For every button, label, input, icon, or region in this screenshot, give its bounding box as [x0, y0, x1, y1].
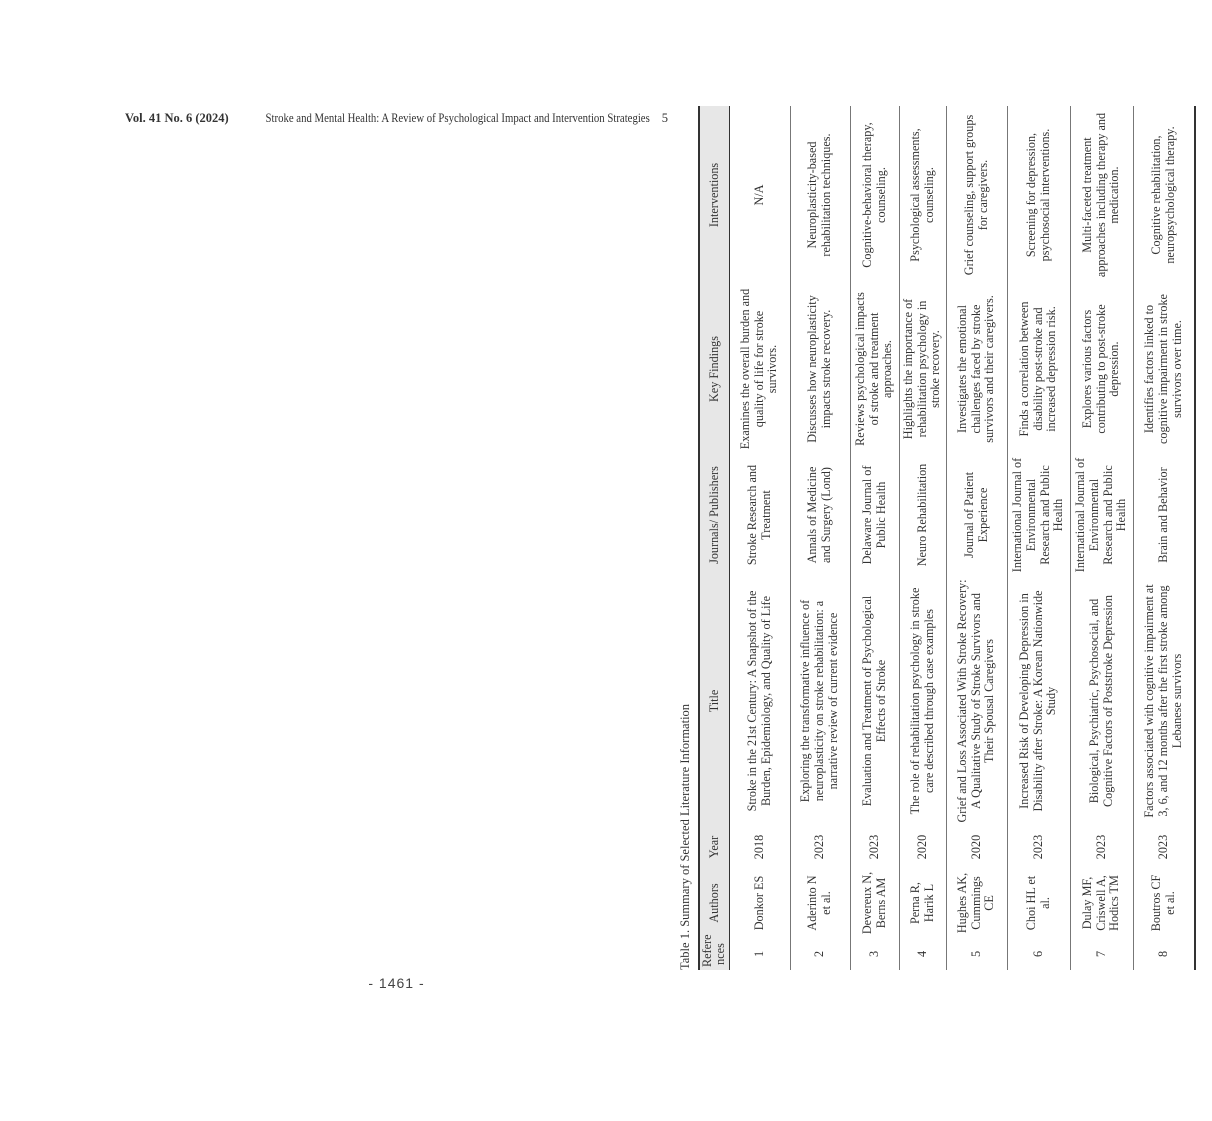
cell-authors: Boutros CF et al. [1133, 868, 1195, 938]
cell-title: Grief and Loss Associated With Stroke Recovery: A Qualitative Study of Stroke Survivors and Their Spousal Caregivers [946, 576, 1007, 826]
cell-authors: Dulay MF, Criswell A, Hodics TM [1070, 868, 1133, 938]
cell-journal: Stroke Research and Treatment [744, 464, 773, 566]
cell-title: Factors associated with cognitive impairment at 3, 6, and 12 months after the first stroke among Lebanese survivors [1133, 576, 1195, 826]
cell-ref: 4 [899, 938, 946, 970]
cell-authors: Aderinto N et al. [790, 868, 850, 938]
cell-interventions: Psychological assessments, counseling. [899, 106, 946, 284]
cell-journal: International Journal of Environmental Research and Public Health [1070, 454, 1133, 576]
cell-interventions: N/A [751, 184, 766, 206]
col-header-title: Title [699, 576, 729, 826]
cell-findings: Explores various factors contributing to post-stroke depression. [1070, 284, 1133, 454]
table-row [1007, 106, 1070, 970]
col-header-journals: Journals/ Publishers [699, 454, 729, 576]
cell-ref: 3 [850, 938, 899, 970]
cell-year: 2023 [790, 826, 850, 868]
cell-ref: 2 [790, 938, 850, 970]
cell-ref: 8 [1133, 938, 1195, 970]
cell-title: Evaluation and Treatment of Psychological Effects of Stroke [850, 576, 899, 826]
cell-journal: Neuro Rehabilitation [899, 454, 946, 576]
cell-journal: Journal of Patient Experience [946, 454, 1007, 576]
cell-interventions: Multi-faceted treatment approaches including therapy and medication. [1070, 106, 1133, 284]
running-header [0, 111, 793, 127]
table-caption: Table 1. Summary of Selected Literature Information [678, 703, 692, 970]
cell-year: 2018 [751, 834, 766, 860]
col-header-authors: Authors [699, 868, 729, 938]
table-row [790, 106, 850, 970]
cell-findings: Finds a correlation between disability post-stroke and increased depression risk. [1007, 284, 1070, 454]
cell-year: 2023 [1070, 826, 1133, 868]
cell-ref: 1 [751, 950, 766, 958]
col-header-interventions: Interventions [699, 106, 729, 284]
table-row [1070, 106, 1133, 970]
cell-interventions: Cognitive rehabilitation, neuropsychological therapy. [1133, 106, 1195, 284]
cell-journal: International Journal of Environmental Research and Public Health [1007, 454, 1070, 576]
journal-volume: Vol. 41 No. 6 (2024) [125, 111, 229, 125]
cell-year: 2020 [946, 826, 1007, 868]
cell-findings: Highlights the importance of rehabilitation psychology in stroke recovery. [899, 284, 946, 454]
cell-journal: Delaware Journal of Public Health [850, 454, 899, 576]
cell-year: 2023 [1133, 826, 1195, 868]
cell-title: The role of rehabilitation psychology in stroke care described through case examples [899, 576, 946, 826]
cell-interventions: Grief counseling, support groups for caregivers. [946, 106, 1007, 284]
cell-findings: Reviews psychological impacts of stroke and treatment approaches. [850, 284, 899, 454]
table-row [899, 106, 946, 970]
col-header-key-findings: Key Findings [699, 284, 729, 454]
cell-title: Exploring the transformative influence of neuroplasticity on stroke rehabilitation: a narrative review of current evidence [790, 576, 850, 826]
cell-authors: Donkor ES [751, 875, 766, 931]
cell-authors: Perna R, Harik L [899, 868, 946, 938]
cell-interventions: Screening for depression, psychosocial interventions. [1007, 106, 1070, 284]
table-header-row [699, 106, 729, 970]
cell-title: Biological, Psychiatric, Psychosocial, and Cognitive Factors of Poststroke Depression [1070, 576, 1133, 826]
table-row [1133, 106, 1195, 970]
cell-journal: Brain and Behavior [1133, 454, 1195, 576]
cell-year: 2023 [850, 826, 899, 868]
cell-interventions: Neuroplasticity-based rehabilitation techniques. [790, 106, 850, 284]
cell-year: 2023 [1007, 826, 1070, 868]
cell-findings: Investigates the emotional challenges faced by stroke survivors and their caregivers. [946, 284, 1007, 454]
running-title: Stroke and Mental Health: A Review of Psychological Impact and Intervention Strategies [265, 111, 650, 125]
literature-table [698, 106, 1196, 970]
cell-authors: Hughes AK, Cummings CE [946, 868, 1007, 938]
table-row [729, 106, 790, 970]
cell-year: 2020 [899, 826, 946, 868]
table-row [850, 106, 899, 970]
cell-authors: Devereux N, Berns AM [850, 868, 899, 938]
rotated-table-block [672, 112, 1212, 970]
cell-findings: Discusses how neuroplasticity impacts stroke recovery. [790, 284, 850, 454]
cell-interventions: Cognitive-behavioral therapy, counseling. [850, 106, 899, 284]
cell-title: Stroke in the 21st Century: A Snapshot of the Burden, Epidemiology, and Quality of Life [744, 590, 773, 812]
page-footer: - 1461 - [368, 975, 425, 991]
cell-findings: Examines the overall burden and quality of life for stroke survivors. [737, 288, 780, 450]
cell-authors: Choi HL et al. [1007, 868, 1070, 938]
cell-ref: 7 [1070, 938, 1133, 970]
cell-ref: 6 [1007, 938, 1070, 970]
col-header-year: Year [699, 826, 729, 868]
cell-title: Increased Risk of Developing Depression in Disability after Stroke: A Korean Nationwide Study [1007, 576, 1070, 826]
page-number: 5 [661, 111, 668, 125]
cell-findings: Identifies factors linked to cognitive impairment in stroke survivors over time. [1133, 284, 1195, 454]
col-header-references: Refere nces [699, 938, 729, 970]
table-row [946, 106, 1007, 970]
cell-journal: Annals of Medicine and Surgery (Lond) [790, 454, 850, 576]
cell-ref: 5 [946, 938, 1007, 970]
